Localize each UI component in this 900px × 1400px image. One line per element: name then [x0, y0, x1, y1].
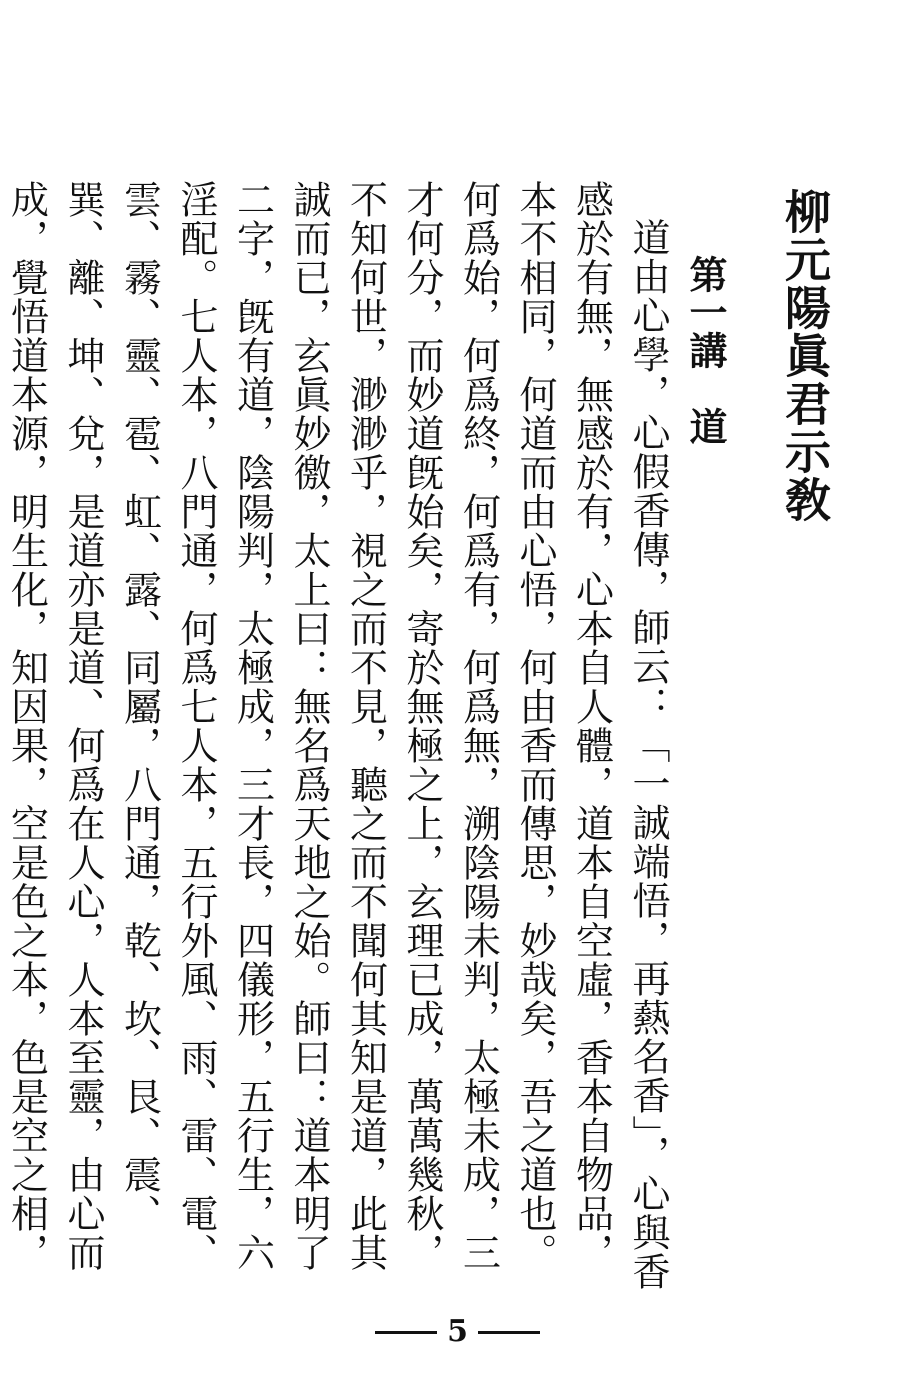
footer-rule-left [375, 1331, 437, 1334]
page-number: 5 [447, 1314, 468, 1349]
body-paragraph: 道由心學，心假香傳，師云：「一誠端悟，再爇名香」，心與香感於有無，無感於有，心本自人體，道本自空虛，香本自物品，本不相同，何道而由心悟，何由香而傳思，妙哉矣，吾之道也。何爲始，何爲終，何爲有，何爲無，溯陰陽未判，太極未成，三才何分，而妙道旣始矣，寄於無極之上，玄理已成，萬萬幾秋，不知何世，渺渺乎，視之而不見，聽之而不聞何其知是道，此其誠而已，玄眞妙徼，太上曰：無名爲天地之始。師曰：道本明了二字，旣有道，陰陽判，太極成，三才長，四儀形，五行生，六淫配。七人本，八門通，何爲七人本，五行外風、雨、雷、電、雲、霧、靈、雹、虹、露、同屬，八門通，乾、坎、艮、震、巽、離、坤、兌，是道亦是道、何爲在人心，人本至靈，由心而成，覺悟道本源，明生化，知因果，空是色之本，色是空之相， [4, 180, 670, 1291]
page-footer [375, 1312, 540, 1352]
lecture-heading: 第一講 道 [683, 255, 728, 445]
body-text-column [4, 180, 676, 1305]
footer-rule-right [478, 1331, 540, 1334]
page-title: 柳元陽眞君示敎 [778, 188, 832, 524]
